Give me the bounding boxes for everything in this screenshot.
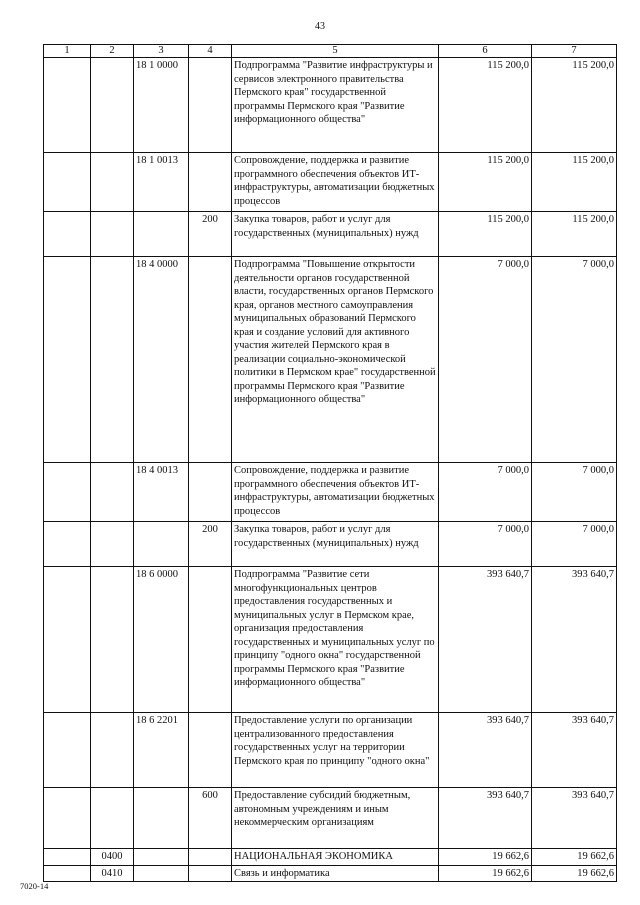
table-row — [44, 58, 617, 153]
cell-name: Предоставление субсидий бюджетным, автономным учреждениям и иным некоммерческим организациям — [232, 788, 439, 849]
table-row — [44, 849, 617, 866]
table-row — [44, 153, 617, 212]
cell-expense-type — [189, 153, 232, 212]
cell-name: НАЦИОНАЛЬНАЯ ЭКОНОМИКА — [232, 849, 439, 866]
cell-amount-2: 19 662,6 — [532, 849, 617, 866]
cell-section — [91, 567, 134, 713]
cell-section: 0400 — [91, 849, 134, 866]
cell-section — [91, 522, 134, 567]
column-header: 2 — [91, 45, 134, 58]
table-row — [44, 865, 617, 882]
cell-col1 — [44, 788, 91, 849]
table-row — [44, 522, 617, 567]
cell-section — [91, 257, 134, 463]
cell-name: Сопровождение, поддержка и развитие программного обеспечения объектов ИТ-инфраструктуры, автоматизации бюджетных процессов — [232, 463, 439, 522]
cell-col1 — [44, 212, 91, 257]
cell-name: Закупка товаров, работ и услуг для государственных (муниципальных) нужд — [232, 522, 439, 567]
table-row — [44, 463, 617, 522]
cell-expense-type — [189, 713, 232, 788]
table-header-row — [44, 45, 617, 58]
cell-target-article — [134, 788, 189, 849]
cell-section — [91, 713, 134, 788]
budget-table — [43, 44, 617, 882]
cell-amount-1: 393 640,7 — [439, 713, 532, 788]
cell-amount-2: 19 662,6 — [532, 865, 617, 882]
cell-expense-type — [189, 865, 232, 882]
cell-section: 0410 — [91, 865, 134, 882]
table-row — [44, 212, 617, 257]
cell-amount-1: 19 662,6 — [439, 865, 532, 882]
column-header: 6 — [439, 45, 532, 58]
table-row — [44, 567, 617, 713]
cell-col1 — [44, 865, 91, 882]
cell-target-article: 18 6 2201 — [134, 713, 189, 788]
cell-col1 — [44, 463, 91, 522]
column-header: 3 — [134, 45, 189, 58]
table-row — [44, 257, 617, 463]
cell-amount-1: 7 000,0 — [439, 522, 532, 567]
cell-name: Связь и информатика — [232, 865, 439, 882]
footer-code: 7020-14 — [20, 881, 49, 891]
cell-amount-2: 7 000,0 — [532, 522, 617, 567]
cell-expense-type — [189, 58, 232, 153]
cell-amount-1: 393 640,7 — [439, 567, 532, 713]
cell-amount-2: 393 640,7 — [532, 713, 617, 788]
cell-expense-type — [189, 849, 232, 866]
cell-expense-type — [189, 257, 232, 463]
cell-amount-2: 393 640,7 — [532, 788, 617, 849]
cell-col1 — [44, 567, 91, 713]
cell-section — [91, 212, 134, 257]
cell-target-article — [134, 865, 189, 882]
cell-target-article: 18 6 0000 — [134, 567, 189, 713]
cell-amount-1: 7 000,0 — [439, 463, 532, 522]
cell-section — [91, 153, 134, 212]
cell-name: Закупка товаров, работ и услуг для государственных (муниципальных) нужд — [232, 212, 439, 257]
cell-amount-2: 7 000,0 — [532, 463, 617, 522]
cell-section — [91, 788, 134, 849]
column-header: 1 — [44, 45, 91, 58]
cell-amount-1: 393 640,7 — [439, 788, 532, 849]
cell-expense-type: 200 — [189, 212, 232, 257]
cell-amount-2: 115 200,0 — [532, 58, 617, 153]
cell-target-article: 18 4 0000 — [134, 257, 189, 463]
cell-name: Предоставление услуги по организации централизованного предоставления государственных услуг на территории Пермского края по принципу "одного окна" — [232, 713, 439, 788]
cell-amount-1: 115 200,0 — [439, 212, 532, 257]
cell-amount-1: 115 200,0 — [439, 58, 532, 153]
cell-expense-type: 200 — [189, 522, 232, 567]
cell-amount-1: 19 662,6 — [439, 849, 532, 866]
cell-name: Подпрограмма "Развитие сети многофункциональных центров предоставления государственных и муниципальных услуг в Пермском крае, организация предоставления государственных и муниципальных услуг по принципу "одного окна" государственной программы Пермского края "Развитие информационного общества" — [232, 567, 439, 713]
cell-target-article — [134, 522, 189, 567]
cell-amount-2: 393 640,7 — [532, 567, 617, 713]
cell-section — [91, 58, 134, 153]
cell-target-article: 18 4 0013 — [134, 463, 189, 522]
cell-name: Подпрограмма "Развитие инфраструктуры и сервисов электронного правительства Пермского края" государственной программы Пермского края "Развитие информационного общества" — [232, 58, 439, 153]
cell-section — [91, 463, 134, 522]
cell-target-article: 18 1 0000 — [134, 58, 189, 153]
cell-col1 — [44, 153, 91, 212]
cell-expense-type: 600 — [189, 788, 232, 849]
cell-amount-2: 115 200,0 — [532, 153, 617, 212]
cell-amount-2: 115 200,0 — [532, 212, 617, 257]
column-header: 4 — [189, 45, 232, 58]
cell-amount-1: 115 200,0 — [439, 153, 532, 212]
cell-expense-type — [189, 567, 232, 713]
cell-target-article — [134, 849, 189, 866]
column-header: 5 — [232, 45, 439, 58]
cell-name: Подпрограмма "Повышение открытости деятельности органов государственной власти, государственных органов Пермского края, органов местного самоуправления муниципальных образований Пермского края и создание условий для активного участия жителей Пермского края в реализации социально-экономической политики в Пермском крае" государственной программы Пермского края "Развитие информационного общества" — [232, 257, 439, 463]
cell-col1 — [44, 257, 91, 463]
cell-target-article: 18 1 0013 — [134, 153, 189, 212]
cell-col1 — [44, 849, 91, 866]
cell-amount-2: 7 000,0 — [532, 257, 617, 463]
page-number: 43 — [315, 21, 325, 32]
cell-amount-1: 7 000,0 — [439, 257, 532, 463]
cell-col1 — [44, 522, 91, 567]
cell-target-article — [134, 212, 189, 257]
cell-name: Сопровождение, поддержка и развитие программного обеспечения объектов ИТ-инфраструктуры, автоматизации бюджетных процессов — [232, 153, 439, 212]
cell-col1 — [44, 58, 91, 153]
table-row — [44, 713, 617, 788]
table-row — [44, 788, 617, 849]
column-header: 7 — [532, 45, 617, 58]
cell-expense-type — [189, 463, 232, 522]
cell-col1 — [44, 713, 91, 788]
